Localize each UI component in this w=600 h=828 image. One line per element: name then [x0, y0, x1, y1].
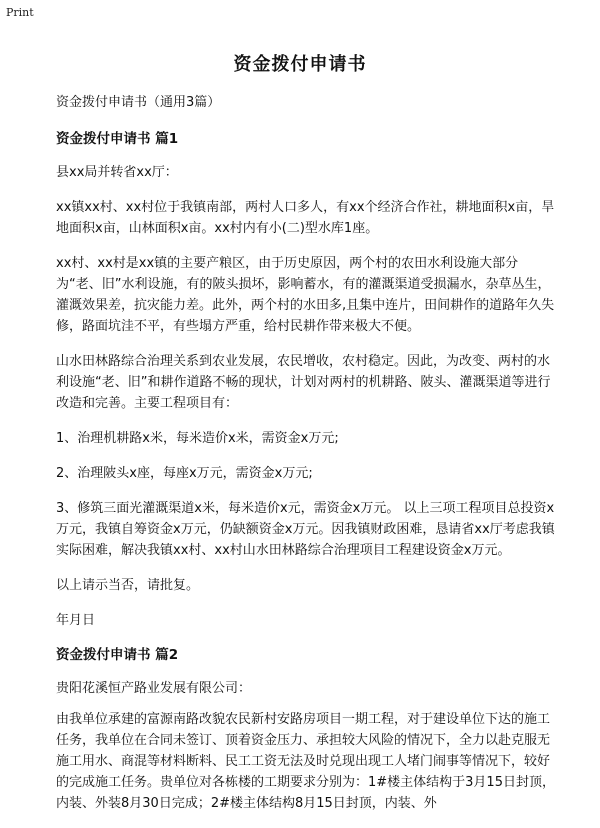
paragraph: xx镇xx村、xx村位于我镇南部，两村人口多人，有xx个经济合作社，耕地面积x亩，旱地面积x亩，山林面积x亩。xx村内有小(二)型水库1座。	[56, 200, 555, 236]
list-item: 1、治理机耕路x米，每米造价x米，需资金x万元;	[56, 431, 339, 446]
date-line: 年月日	[56, 613, 96, 628]
document-subtitle: 资金拨付申请书（通用3篇）	[56, 95, 221, 110]
salutation-2: 贵阳花溪恒产路业发展有限公司：	[56, 681, 252, 696]
paragraph: 由我单位承建的富源南路改貌农民新村安路房项目一期工程，对于建设单位下达的施工任务，我单位在合同未签订、顶着资金压力、承担较大风险的情况下，全力以赴克服无施工用水、商混等材料断料、民工工资无法及时兑现出现工人堵门闹事等情况下，较好的完成施工任务。贵单位对各栋楼的工期要求分别为：1#楼主体结构于3月15日封顶，内装、外装8月30日完成；2#楼主体结构8月15日封顶，内装、外	[56, 712, 555, 811]
salutation-1: 县xx局并转省xx厅：	[56, 165, 178, 180]
document-title: 资金拨付申请书	[233, 54, 367, 75]
section-heading-1: 资金拨付申请书 篇1	[56, 131, 179, 147]
paragraph: 山水田林路综合治理关系到农业发展，农民增收，农村稳定。因此，为改变、两村的水利设施“老、旧”和耕作道路不畅的现状，计划对两村的机耕路、陂头、灌溉渠道等进行改造和完善。主要工程项目有：	[56, 354, 551, 411]
list-item: 2、治理陂头x座，每座x万元，需资金x万元;	[56, 466, 313, 481]
paragraph: xx村、xx村是xx镇的主要产粮区，由于历史原因，两个村的农田水利设施大部分为“老、旧”水利设施，有的陂头损坏，影响蓄水，有的灌溉渠道受损漏水，杂草丛生，灌溉效果差，抗灾能力差。此外，两个村的水田多,且集中连片，田间耕作的道路年久失修，路面坑洼不平，有些塌方严重，给村民耕作带来极大不便。	[56, 256, 555, 334]
section-heading-2: 资金拨付申请书 篇2	[56, 647, 179, 663]
closing-line: 以上请示当否，请批复。	[56, 578, 200, 593]
list-item: 3、修筑三面光灌溉渠道x米，每米造价x元，需资金x万元。 以上三项工程项目总投资x万元，我镇自筹资金x万元，仍缺额资金x万元。因我镇财政困难，恳请省xx厅考虑我镇实际困难，解决我镇xx村、xx村山水田林路综合治理项目工程建设资金x万元。	[56, 501, 555, 558]
print-label: Print	[6, 6, 34, 19]
document-body	[56, 92, 556, 828]
